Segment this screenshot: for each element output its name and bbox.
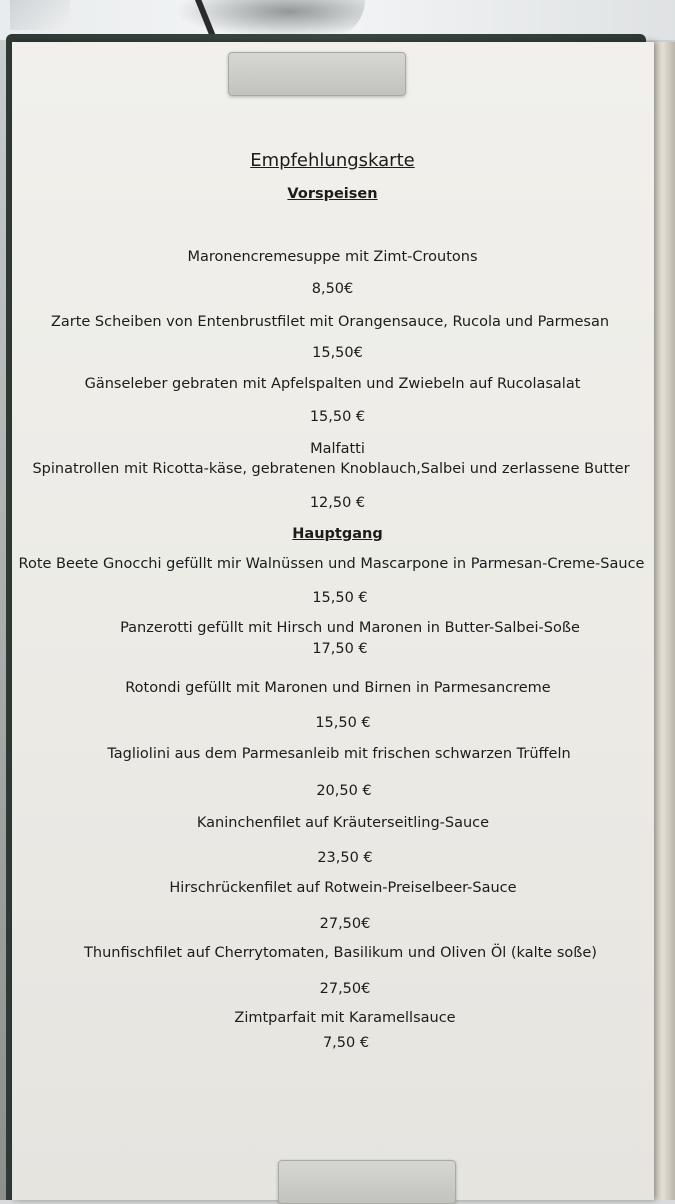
item-name: Rote Beete Gnocchi gefüllt mir Walnüssen und Mascarpone in Parmesan-Creme-Sauce bbox=[18, 556, 645, 572]
section-heading-vorspeisen: Vorspeisen bbox=[287, 186, 378, 202]
item-name: Tagliolini aus dem Parmesanleib mit frischen schwarzen Trüffeln bbox=[107, 746, 571, 762]
item-price: 15,50 € bbox=[315, 715, 371, 731]
item-name: Maronencremesuppe mit Zimt-Croutons bbox=[187, 249, 478, 265]
item-price: 27,50€ bbox=[319, 981, 371, 997]
item-name: Gänseleber gebraten mit Apfelspalten und Zwiebeln auf Rucolasalat bbox=[84, 376, 581, 392]
item-price: 15,50 € bbox=[309, 409, 366, 425]
item-name: Panzerotti gefüllt mit Hirsch und Maronen in Butter-Salbei-Soße bbox=[120, 620, 580, 636]
item-price: 7,50 € bbox=[322, 1035, 370, 1051]
item-name: Malfatti bbox=[310, 441, 365, 457]
item-name: Hirschrückenfilet auf Rotwein-Preiselbeer-Sauce bbox=[169, 880, 517, 896]
item-name: Kaninchenfilet auf Kräuterseitling-Sauce bbox=[196, 815, 490, 831]
item-price: 17,50 € bbox=[312, 641, 368, 657]
item-name: Thunfischfilet auf Cherrytomaten, Basilikum und Oliven Öl (kalte soße) bbox=[84, 945, 597, 961]
item-price: 27,50€ bbox=[319, 916, 371, 932]
item-price: 15,50 € bbox=[312, 590, 368, 606]
item-name: Zarte Scheiben von Entenbrustfilet mit Orangensauce, Rucola und Parmesan bbox=[50, 314, 610, 330]
item-name: Zimtparfait mit Karamellsauce bbox=[234, 1010, 456, 1026]
item-price: 20,50 € bbox=[316, 783, 372, 799]
item-price: 15,50€ bbox=[312, 345, 363, 361]
item-price: 12,50 € bbox=[309, 495, 366, 511]
section-heading-hauptgang: Hauptgang bbox=[292, 526, 383, 542]
item-price: 23,50 € bbox=[317, 850, 373, 866]
menu-title: Empfehlungskarte bbox=[250, 150, 415, 171]
item-description: Spinatrollen mit Ricotta-käse, gebratenen Knoblauch,Salbei und zerlassene Butter bbox=[32, 461, 630, 477]
item-name: Rotondi gefüllt mit Maronen und Birnen in Parmesancreme bbox=[125, 680, 551, 696]
item-price: 8,50€ bbox=[311, 281, 354, 297]
